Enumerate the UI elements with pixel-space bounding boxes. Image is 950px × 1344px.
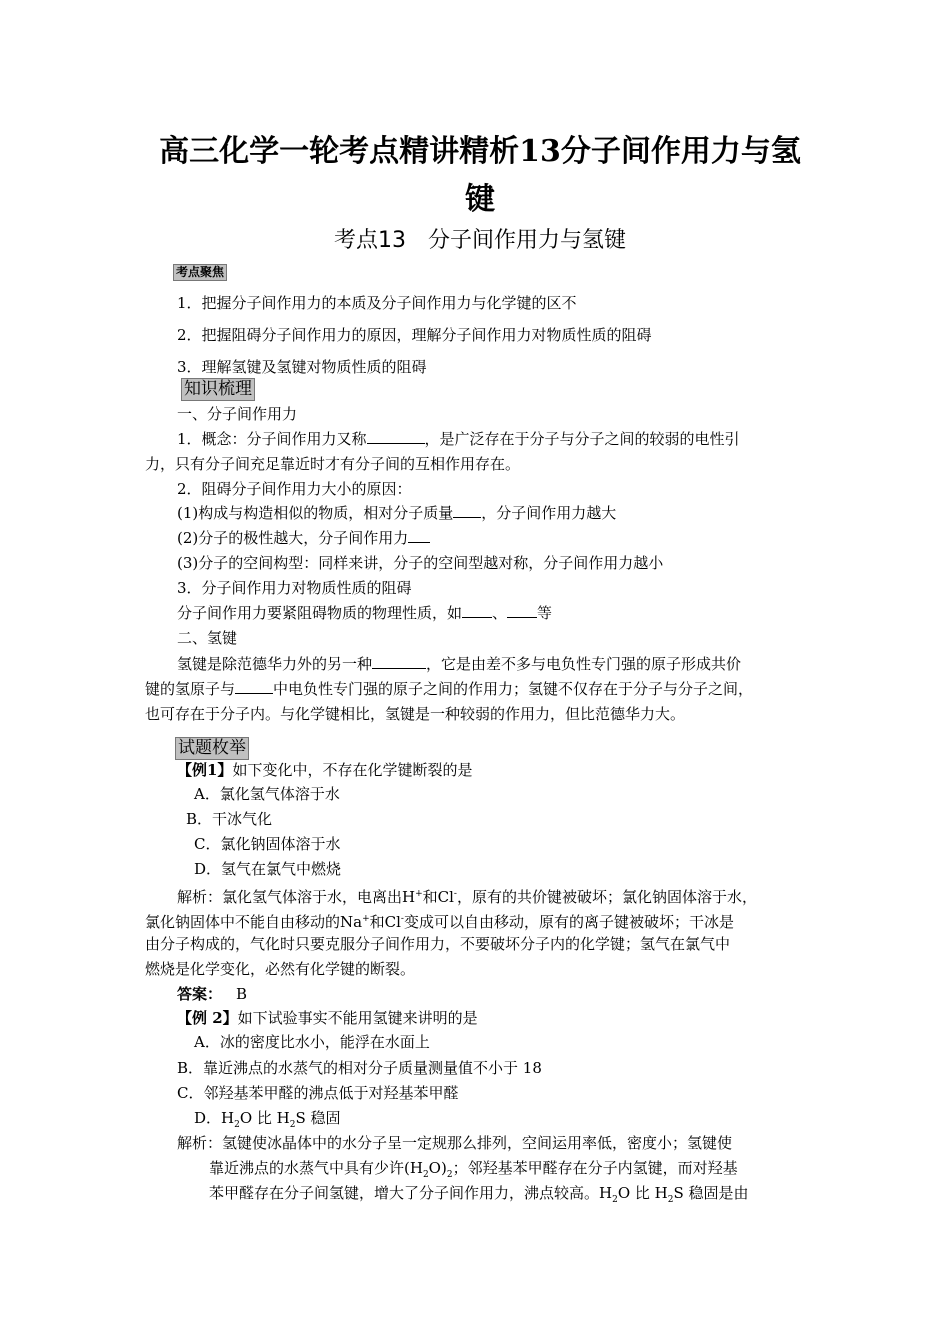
superscript: + [415, 889, 423, 899]
example1-tag: 【例1】 [177, 761, 233, 779]
example1-question [177, 760, 472, 780]
option-d-text: S 稳固 [295, 1109, 341, 1127]
focus-item-2: 2．把握阻碍分子间作用力的原因，理解分子间作用力对物质性质的阻碍 [177, 326, 652, 344]
analysis2-text: 靠近沸点的水蒸气中具有少许(H [209, 1159, 423, 1177]
answer-label: 答案： [177, 985, 223, 1003]
example2-question [177, 1008, 478, 1028]
fill-blank [453, 503, 481, 518]
section1-heading: 一、分子间作用力 [177, 405, 298, 423]
example1-option-d: D．氢气在氯气中燃烧 [194, 860, 342, 878]
analysis1-text: 和Cl [369, 913, 401, 931]
example2-tag: 【例 2】 [177, 1009, 238, 1027]
example2-option-a: A．冰的密度比水小，能浮在水面上 [194, 1033, 430, 1051]
example2-question-text: 如下试验事实不能用氢键来讲明的是 [237, 1009, 478, 1027]
subscript: 2 [667, 1195, 674, 1205]
fill-blank [408, 528, 430, 543]
example1-option-c: C．氯化钠固体溶于水 [194, 835, 341, 853]
example2-analysis-line3 [209, 1183, 749, 1210]
example1-analysis-line3: 由分子构成的，气化时只要克服分子间作用力，不要破坏分子内的化学键；氢气在氯气中 [145, 935, 731, 953]
concept-text-b: ，是广泛存在于分子与分子之间的较弱的电性引 [424, 430, 740, 448]
hbond-text-c: 键的氢原子与 [145, 680, 236, 698]
analysis1-text: 和Cl [422, 888, 454, 906]
doc-subtitle: 考点13 分子间作用力与氢键 [334, 228, 626, 253]
factor-3: (3)分子的空间构型：同样来讲，分子的空间型越对称，分子间作用力越小 [177, 554, 664, 572]
analysis1-text: ，原有的共价键被破坏；氯化钠固体溶于水， [456, 888, 757, 906]
analysis2-text: O) [428, 1159, 447, 1177]
fill-blank [507, 603, 537, 618]
superscript: - [400, 914, 404, 924]
subscript: 2 [289, 1120, 296, 1130]
focus-label: 考点聚焦 [173, 264, 227, 281]
concept-text-a: 1．概念：分子间作用力又称 [177, 430, 367, 448]
examples-label: 试题枚举 [175, 737, 249, 760]
effects-heading: 3．分子间作用力对物质性质的阻碍 [177, 579, 412, 597]
section2-heading: 二、氢键 [177, 629, 238, 647]
analysis1-text: 变成可以自由移动，原有的离子键被破坏；干冰是 [403, 913, 734, 931]
subscript: 2 [612, 1195, 618, 1205]
focus-item-1: 1．把握分子间作用力的本质及分子间作用力与化学键的区不 [177, 294, 577, 312]
analysis2-text: S 稳固是由 [673, 1184, 749, 1202]
focus-item-3: 3．理解氢键及氢键对物质性质的阻碍 [177, 358, 427, 376]
example1-question-text: 如下变化中，不存在化学键断裂的是 [232, 761, 473, 779]
effects-text-c: 等 [537, 604, 553, 622]
effects-text-a: 分子间作用力要紧阻碍物质的物理性质，如 [177, 604, 463, 622]
example2-analysis-line1: 解析：氢键使冰晶体中的水分子呈一定规那么排列，空间运用率低，密度小；氢键使 [177, 1134, 733, 1152]
example2-analysis-line2 [209, 1158, 738, 1185]
example1-option-b: B．干冰气化 [186, 810, 273, 828]
concept-line1 [177, 429, 740, 449]
subscript: 2 [234, 1120, 240, 1130]
effects-text-sep: 、 [492, 604, 508, 622]
example2-option-c: C．邻羟基苯甲醛的沸点低于对羟基苯甲醛 [177, 1084, 459, 1102]
effects-text [177, 603, 552, 623]
hbond-line2 [145, 679, 753, 699]
hbond-text-a: 氢键是除范德华力外的另一种 [177, 655, 373, 673]
factor-1 [177, 503, 616, 523]
example1-answer [177, 984, 247, 1004]
analysis1-text: 解析：氯化氢气体溶于水，电离出H [177, 888, 416, 906]
example1-analysis-line4: 燃烧是化学变化，必然有化学键的断裂。 [145, 960, 416, 978]
hbond-line1 [177, 654, 741, 674]
concept-line2: 力，只有分子间充足靠近时才有分子间的互相作用存在。 [145, 455, 521, 473]
factor-1-text-a: (1)构成与构造相似的物质，相对分子质量 [177, 504, 454, 522]
example1-option-a: A．氯化氢气体溶于水 [194, 785, 340, 803]
hbond-text-b: ，它是由差不多与电负性专门强的原子形成共价 [426, 655, 742, 673]
superscript: - [453, 889, 457, 899]
analysis1-text: 氯化钠固体中不能自由移动的Na [145, 913, 363, 931]
fill-blank [462, 603, 492, 618]
fill-blank [367, 429, 425, 444]
doc-title-line2: 键 [465, 182, 495, 217]
fill-blank [235, 679, 273, 694]
analysis2-text: 苯甲醛存在分子间氢键，增大了分子间作用力，沸点较高。H [209, 1184, 613, 1202]
knowledge-label: 知识梳理 [181, 378, 255, 401]
example2-option-b: B．靠近沸点的水蒸气的相对分子质量测量值不小于 18 [177, 1059, 542, 1077]
analysis2-text: O 比 H [617, 1184, 668, 1202]
factors-heading: 2．阻碍分子间作用力大小的原因： [177, 480, 412, 498]
example1-analysis-line1 [177, 884, 757, 907]
option-d-text: D．H [194, 1109, 235, 1127]
example2-option-d [194, 1108, 341, 1135]
factor-2 [177, 528, 430, 548]
subscript: 2 [446, 1170, 453, 1180]
analysis2-text: ；邻羟基苯甲醛存在分子内氢键，而对羟基 [452, 1159, 738, 1177]
doc-title-line1: 高三化学一轮考点精讲精析13分子间作用力与氢 [159, 134, 801, 169]
factor-1-text-b: ，分子间作用力越大 [481, 504, 617, 522]
example1-analysis-line2 [145, 909, 734, 932]
subscript: 2 [422, 1170, 429, 1180]
answer-value: B [236, 985, 248, 1003]
superscript: + [362, 914, 370, 924]
hbond-line3: 也可存在于分子内。与化学键相比，氢键是一种较弱的作用力，但比范德华力大。 [145, 705, 686, 723]
factor-2-text: (2)分子的极性越大，分子间作用力 [177, 529, 409, 547]
option-d-text: O 比 H [239, 1109, 290, 1127]
fill-blank [372, 654, 426, 669]
hbond-text-d: 中电负性专门强的原子之间的作用力；氢键不仅存在于分子与分子之间， [273, 680, 754, 698]
